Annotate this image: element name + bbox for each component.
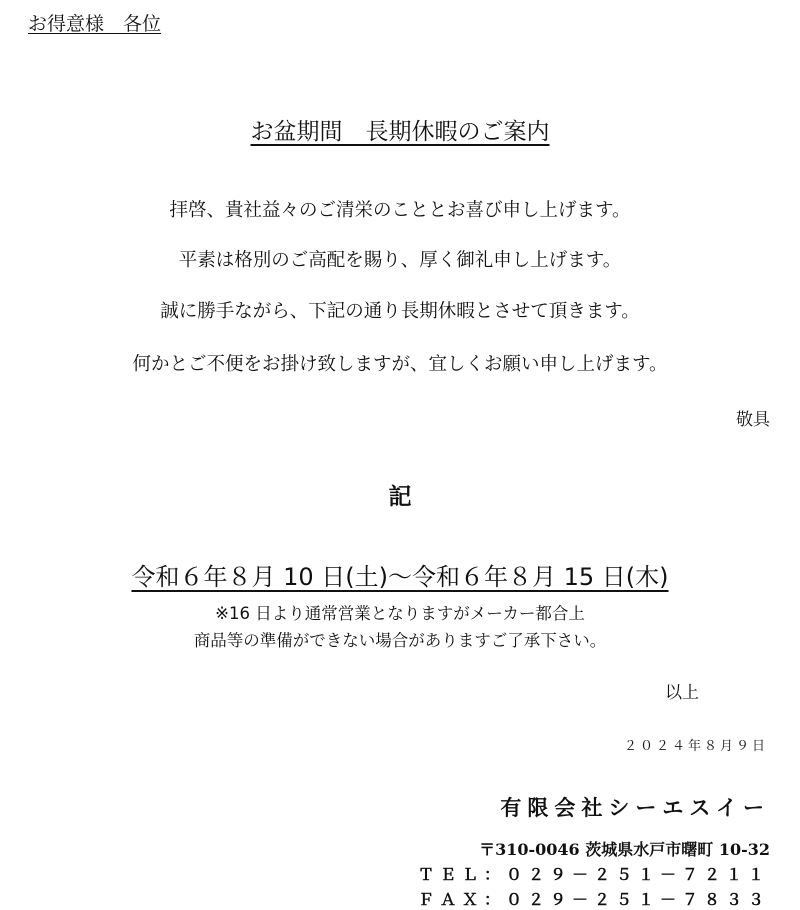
body-line-1: 拝啓、貴社益々のご清栄のこととお喜び申し上げます。 [169,200,631,221]
notice-date: ２０２４年８月９日 [623,739,768,754]
body-line-4: 何かとご不便をお掛け致しますが、宜しくお願い申し上げます。 [132,354,668,375]
company-fax: ＦＡＸ：０２９－２５１－７８３３ [417,890,770,909]
addressee: お得意様 各位 [28,13,162,35]
company-address: 〒310-0046 茨城県水戸市曙町 10-32 [479,840,770,859]
body-line-2: 平素は格別のご高配を賜り、厚く御礼申し上げます。 [178,250,622,271]
page-title: お盆期間 長期休暇のご案内 [250,119,550,145]
company-name: 有限会社シーエスイー [500,796,770,820]
company-tel: ＴＥＬ：０２９－２５１－７２１１ [417,865,770,884]
note-line-2: 商品等の準備ができない場合がありますご了承下さい。 [193,631,607,650]
holiday-period: 令和６年８月 10 日(土)～令和６年８月 15 日(木) [131,563,669,591]
body-line-3: 誠に勝手ながら、下記の通り長期休暇とさせて頂きます。 [160,301,640,322]
ki-heading: 記 [388,484,412,510]
ijou: 以上 [665,683,699,703]
note-line-1: ※16 日より通常営業となりますがメーカー都合上 [215,604,585,623]
closing-keigu: 敬具 [736,410,770,430]
